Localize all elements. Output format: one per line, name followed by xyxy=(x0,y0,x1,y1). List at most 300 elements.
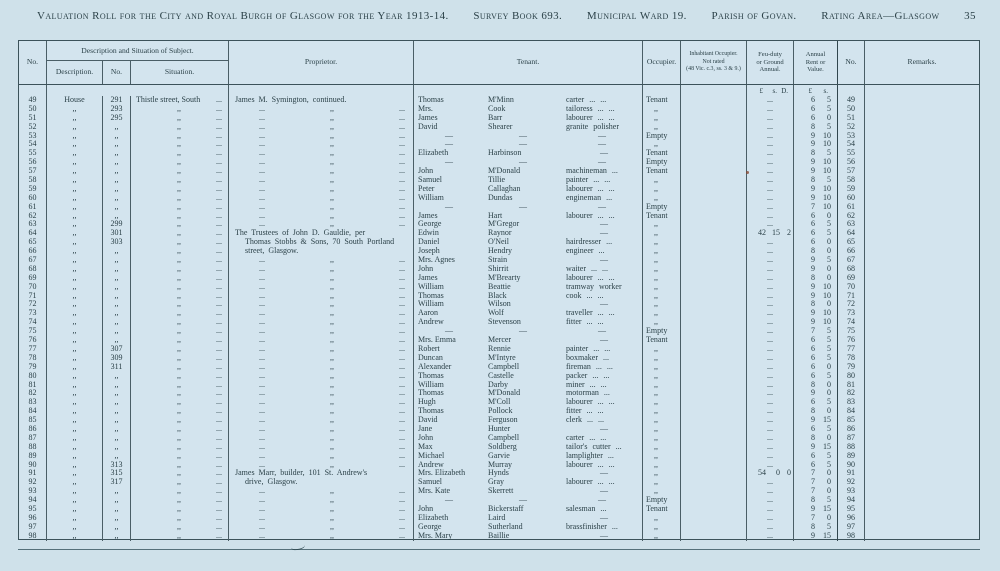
sit-dots: ... xyxy=(216,158,222,167)
group-header-label: Description and Situation of Subject. xyxy=(47,41,228,61)
sit-pad xyxy=(131,389,177,398)
cell-row-no: 55 xyxy=(19,149,47,158)
sit-pad xyxy=(131,229,177,238)
cell-tenant xyxy=(414,149,643,158)
cell-feu-duty xyxy=(747,318,794,327)
cell-annual-rent xyxy=(794,132,838,141)
cell-tenant xyxy=(414,194,643,203)
ditto-mark: ,, xyxy=(330,104,334,113)
cell-occupier: ,, xyxy=(643,478,681,487)
ditto-mark: ,, xyxy=(330,131,334,140)
cell-street-no: 293 xyxy=(103,105,131,114)
feu-dots: ... xyxy=(767,478,773,487)
sit-ditto: ,, xyxy=(177,256,181,265)
cell-street-no: ,, xyxy=(103,381,131,390)
proprietor-ditto xyxy=(229,318,413,327)
cell-inhabitant-occupier xyxy=(681,354,747,363)
ditto-mark: ,, xyxy=(330,256,334,265)
cell-feu-duty xyxy=(747,96,794,105)
proprietor-ditto xyxy=(229,345,413,354)
rent-pounds: 8 xyxy=(811,273,815,282)
feu-dots: ... xyxy=(767,176,773,185)
cell-row-no-right: 93 xyxy=(838,487,865,496)
cell-occupier: ,, xyxy=(643,381,681,390)
cell-tenant xyxy=(414,398,643,407)
cell-remarks xyxy=(865,300,979,309)
feu-dots: ... xyxy=(767,104,773,113)
table-row xyxy=(19,185,979,194)
cell-inhabitant-occupier xyxy=(681,372,747,381)
sit-ditto: ,, xyxy=(177,522,181,531)
tenant-occupation: engineman ... xyxy=(566,193,613,202)
cell-street-no: ,, xyxy=(103,318,131,327)
proprietor-ditto xyxy=(229,389,413,398)
cell-row-no-right: 80 xyxy=(838,372,865,381)
dots-right: ... xyxy=(399,291,405,300)
table-row xyxy=(19,461,979,470)
cell-street-no: 315 xyxy=(103,469,131,478)
sit-dots: ... xyxy=(216,327,222,336)
cell-occupier: ,, xyxy=(643,461,681,470)
ditto-mark: ,, xyxy=(330,300,334,309)
cell-row-no-right: 58 xyxy=(838,176,865,185)
tenant-forename: Thomas xyxy=(418,291,444,300)
ditto-mark: ,, xyxy=(330,273,334,282)
tenant-occupation: clerk ... ... xyxy=(566,416,604,425)
sit-ditto: ,, xyxy=(177,176,181,185)
cell-proprietor xyxy=(229,363,414,372)
cell-occupier: ,, xyxy=(643,416,681,425)
cell-inhabitant-occupier xyxy=(681,309,747,318)
cell-feu-duty xyxy=(747,363,794,372)
cell-situation xyxy=(131,532,229,541)
sit-ditto: ,, xyxy=(177,318,181,327)
dots-right: ... xyxy=(399,531,405,540)
tenant-forename: James xyxy=(418,211,438,220)
table-row xyxy=(19,220,979,229)
tenant-forename: Joseph xyxy=(418,247,440,256)
table-header xyxy=(19,41,979,85)
tenant-occupation: — xyxy=(600,220,608,229)
cell-feu-duty xyxy=(747,469,794,478)
tenant-surname: Murray xyxy=(488,460,512,469)
cell-street-no: 313 xyxy=(103,461,131,470)
cell-proprietor xyxy=(229,354,414,363)
rent-pounds: 8 xyxy=(811,380,815,389)
cell-row-no: 54 xyxy=(19,140,47,149)
cell-annual-rent xyxy=(794,469,838,478)
sit-pad xyxy=(131,123,177,132)
dots-right: ... xyxy=(399,371,405,380)
feu-dots: ... xyxy=(767,371,773,380)
table-row xyxy=(19,469,979,478)
dots-right: ... xyxy=(399,282,405,291)
cell-annual-rent xyxy=(794,158,838,167)
tenant-surname: — xyxy=(519,158,527,167)
sit-ditto: ,, xyxy=(177,460,181,469)
proprietor-ditto xyxy=(229,105,413,114)
rent-shillings: 5 xyxy=(827,327,831,336)
table-row xyxy=(19,114,979,123)
dots-right: ... xyxy=(399,416,405,425)
feu-dots: ... xyxy=(767,442,773,451)
cell-proprietor xyxy=(229,487,414,496)
dots-right: ... xyxy=(399,202,405,211)
cell-remarks xyxy=(865,247,979,256)
feu-units: £ s. D. xyxy=(747,85,794,96)
cell-description: ,, xyxy=(47,416,103,425)
col-header-street-no: No. xyxy=(103,61,131,84)
rent-pounds: 9 xyxy=(811,131,815,140)
tenant-occupation: waiter ... ... xyxy=(566,264,608,273)
feu-dots: ... xyxy=(767,264,773,273)
cell-row-no-right: 49 xyxy=(838,96,865,105)
cell-row-no: 83 xyxy=(19,398,47,407)
cell-situation xyxy=(131,496,229,505)
cell-row-no: 84 xyxy=(19,407,47,416)
dots-left: ... xyxy=(259,300,265,309)
cell-description: ,, xyxy=(47,363,103,372)
cell-street-no: ,, xyxy=(103,425,131,434)
cell-inhabitant-occupier xyxy=(681,256,747,265)
cell-street-no: 303 xyxy=(103,238,131,247)
cell-situation xyxy=(131,158,229,167)
feu-dots: ... xyxy=(767,211,773,220)
cell-feu-duty xyxy=(747,283,794,292)
tenant-surname: Sutherland xyxy=(488,522,523,531)
tenant-occupation: motorman ... xyxy=(566,389,610,398)
table-row xyxy=(19,478,979,487)
cell-feu-duty xyxy=(747,487,794,496)
dots-left: ... xyxy=(259,193,265,202)
tenant-forename: Elizabeth xyxy=(418,149,449,158)
rent-pounds: 9 xyxy=(811,167,815,176)
cell-description: ,, xyxy=(47,407,103,416)
dots-left: ... xyxy=(259,256,265,265)
tenant-surname: Garvie xyxy=(488,451,510,460)
sit-dots: ... xyxy=(216,220,222,229)
cell-row-no: 73 xyxy=(19,309,47,318)
ditto-mark: ,, xyxy=(330,184,334,193)
dots-right: ... xyxy=(399,184,405,193)
cell-remarks xyxy=(865,505,979,514)
cell-description: ,, xyxy=(47,496,103,505)
cell-situation xyxy=(131,327,229,336)
cell-inhabitant-occupier xyxy=(681,443,747,452)
rent-shillings: 10 xyxy=(823,291,831,300)
cell-annual-rent xyxy=(794,434,838,443)
rent-pounds: 9 xyxy=(811,256,815,265)
ditto-mark: ,, xyxy=(330,193,334,202)
feu-dots: ... xyxy=(767,282,773,291)
tenant-surname: Stevenson xyxy=(488,318,521,327)
cell-annual-rent xyxy=(794,212,838,221)
ditto-mark: ,, xyxy=(330,460,334,469)
cell-remarks xyxy=(865,496,979,505)
cell-situation xyxy=(131,265,229,274)
cell-feu-duty xyxy=(747,309,794,318)
masthead-survey-book: Survey Book 693. xyxy=(473,10,563,22)
rent-shillings: 5 xyxy=(827,176,831,185)
cell-row-no-right: 57 xyxy=(838,167,865,176)
feu-dots: ... xyxy=(767,344,773,353)
cell-proprietor xyxy=(229,149,414,158)
dots-right: ... xyxy=(399,353,405,362)
dots-right: ... xyxy=(399,389,405,398)
sit-pad xyxy=(131,443,177,452)
tenant-forename: — xyxy=(445,327,453,336)
proprietor-ditto xyxy=(229,123,413,132)
rent-pounds: 6 xyxy=(811,104,815,113)
sit-ditto: ,, xyxy=(177,140,181,149)
cell-row-no-right: 92 xyxy=(838,478,865,487)
tenant-occupation: labourer ... ... xyxy=(566,113,615,122)
cell-proprietor xyxy=(229,114,414,123)
cell-street-no: ,, xyxy=(103,487,131,496)
cell-annual-rent xyxy=(794,523,838,532)
cell-annual-rent xyxy=(794,363,838,372)
cell-remarks xyxy=(865,238,979,247)
cell-annual-rent xyxy=(794,327,838,336)
cell-row-no: 63 xyxy=(19,220,47,229)
proprietor-ditto xyxy=(229,185,413,194)
tenant-occupation: tailor's cutter ... xyxy=(566,442,622,451)
cell-feu-duty xyxy=(747,140,794,149)
table-row xyxy=(19,105,979,114)
sit-ditto: ,, xyxy=(177,504,181,513)
cell-row-no: 78 xyxy=(19,354,47,363)
dots-left: ... xyxy=(259,371,265,380)
cell-proprietor xyxy=(229,532,414,541)
tenant-occupation: carter ... ... xyxy=(566,96,607,104)
sit-dots: ... xyxy=(216,176,222,185)
proprietor-ditto xyxy=(229,265,413,274)
cell-proprietor xyxy=(229,203,414,212)
table-row xyxy=(19,532,979,541)
dots-left: ... xyxy=(259,220,265,229)
tenant-occupation: — xyxy=(598,202,606,211)
cell-row-no-right: 51 xyxy=(838,114,865,123)
tenant-surname: Darby xyxy=(488,380,508,389)
ditto-mark: ,, xyxy=(330,336,334,345)
cell-street-no: ,, xyxy=(103,514,131,523)
sit-ditto: ,, xyxy=(177,211,181,220)
table-row xyxy=(19,496,979,505)
cell-description: ,, xyxy=(47,327,103,336)
masthead-parish: Parish of Govan. xyxy=(711,10,797,22)
cell-occupier: ,, xyxy=(643,514,681,523)
tenant-surname: Hart xyxy=(488,211,503,220)
cell-inhabitant-occupier xyxy=(681,292,747,301)
cell-row-no-right: 52 xyxy=(838,123,865,132)
sit-pad xyxy=(131,327,177,336)
tenant-forename: Max xyxy=(418,442,433,451)
sit-dots: ... xyxy=(216,238,222,247)
dots-left: ... xyxy=(259,362,265,371)
dots-left: ... xyxy=(259,211,265,220)
cell-annual-rent xyxy=(794,478,838,487)
cell-row-no: 69 xyxy=(19,274,47,283)
rent-shillings: 10 xyxy=(823,202,831,211)
cell-row-no: 82 xyxy=(19,389,47,398)
cell-proprietor xyxy=(229,416,414,425)
cell-row-no-right: 53 xyxy=(838,132,865,141)
sit-ditto: ,, xyxy=(177,353,181,362)
cell-annual-rent xyxy=(794,194,838,203)
feu-dots: ... xyxy=(767,256,773,265)
tenant-occupation: lamplighter ... xyxy=(566,451,614,460)
tenant-occupation: — xyxy=(600,424,608,433)
tenant-occupation: engineer ... xyxy=(566,247,605,256)
cell-row-no: 72 xyxy=(19,300,47,309)
rent-shillings: 15 xyxy=(823,504,831,513)
rent-shillings: 5 xyxy=(827,424,831,433)
cell-row-no: 92 xyxy=(19,478,47,487)
rent-pounds: 7 xyxy=(811,202,815,211)
cell-occupier: Tenant xyxy=(643,149,681,158)
feu-dots: ... xyxy=(767,416,773,425)
rent-pounds: 7 xyxy=(811,478,815,487)
cell-description: ,, xyxy=(47,158,103,167)
cell-row-no-right: 77 xyxy=(838,345,865,354)
table-row xyxy=(19,256,979,265)
cell-inhabitant-occupier xyxy=(681,469,747,478)
rent-shillings: 5 xyxy=(827,371,831,380)
tenant-forename: Andrew xyxy=(418,460,444,469)
dots-right: ... xyxy=(399,300,405,309)
sit-dots: ... xyxy=(216,478,222,487)
table-row xyxy=(19,434,979,443)
cell-description: ,, xyxy=(47,265,103,274)
cell-row-no-right: 50 xyxy=(838,105,865,114)
sit-ditto: ,, xyxy=(177,433,181,442)
cell-occupier: ,, xyxy=(643,532,681,541)
tenant-occupation: boxmaker ... xyxy=(566,353,609,362)
cell-annual-rent xyxy=(794,140,838,149)
sit-dots: ... xyxy=(216,140,222,149)
cell-description: ,, xyxy=(47,469,103,478)
cell-feu-duty xyxy=(747,149,794,158)
sit-dots: ... xyxy=(216,371,222,380)
cell-situation xyxy=(131,229,229,238)
cell-tenant xyxy=(414,345,643,354)
feu-dots: ... xyxy=(767,309,773,318)
cell-occupier: ,, xyxy=(643,176,681,185)
cell-occupier: Empty xyxy=(643,132,681,141)
feu-dots: ... xyxy=(767,193,773,202)
tenant-occupation: salesman ... xyxy=(566,504,607,513)
rent-shillings: 0 xyxy=(827,113,831,122)
cell-row-no: 50 xyxy=(19,105,47,114)
tenant-surname: Shearer xyxy=(488,122,513,131)
cell-occupier: ,, xyxy=(643,140,681,149)
tenant-surname: — xyxy=(519,202,527,211)
ditto-mark: ,, xyxy=(330,522,334,531)
tenant-forename: Alexander xyxy=(418,362,452,371)
cell-tenant xyxy=(414,265,643,274)
proprietor-text: drive, Glasgow. xyxy=(245,478,298,487)
feu-dots: ... xyxy=(767,140,773,149)
sit-ditto: ,, xyxy=(177,247,181,256)
proprietor-ditto xyxy=(229,487,413,496)
sit-pad xyxy=(131,407,177,416)
cell-inhabitant-occupier xyxy=(681,478,747,487)
ditto-mark: ,, xyxy=(330,371,334,380)
dots-right: ... xyxy=(399,460,405,469)
cell-tenant xyxy=(414,354,643,363)
rent-shillings: 0 xyxy=(827,211,831,220)
sit-ditto: ,, xyxy=(177,380,181,389)
dots-left: ... xyxy=(259,140,265,149)
cell-situation xyxy=(131,363,229,372)
cell-inhabitant-occupier xyxy=(681,283,747,292)
feu-dots: ... xyxy=(767,113,773,122)
table-row xyxy=(19,389,979,398)
cell-inhabitant-occupier xyxy=(681,345,747,354)
sit-dots: ... xyxy=(216,531,222,540)
cell-description: ,, xyxy=(47,292,103,301)
cell-description: ,, xyxy=(47,425,103,434)
tenant-surname: M'Coll xyxy=(488,398,511,407)
cell-tenant xyxy=(414,238,643,247)
proprietor-ditto xyxy=(229,309,413,318)
tenant-forename: William xyxy=(418,380,444,389)
cell-occupier: Tenant xyxy=(643,212,681,221)
feu-dots: ... xyxy=(767,451,773,460)
table-row xyxy=(19,292,979,301)
cell-row-no-right: 68 xyxy=(838,265,865,274)
tenant-occupation: packer ... ... xyxy=(566,371,610,380)
cell-occupier: ,, xyxy=(643,105,681,114)
dots-right: ... xyxy=(399,273,405,282)
col-header-annual-rent: Annual Rent or Value. xyxy=(794,41,838,84)
tenant-forename: Samuel xyxy=(418,478,442,487)
proprietor-ditto xyxy=(229,452,413,461)
cell-occupier: ,, xyxy=(643,523,681,532)
cell-row-no: 95 xyxy=(19,505,47,514)
dots-left: ... xyxy=(259,149,265,158)
feu-dots: ... xyxy=(767,353,773,362)
ditto-mark: ,, xyxy=(330,424,334,433)
sit-pad xyxy=(131,514,177,523)
cell-row-no-right: 55 xyxy=(838,149,865,158)
cell-row-no: 56 xyxy=(19,158,47,167)
dots-right: ... xyxy=(399,522,405,531)
table-row xyxy=(19,452,979,461)
proprietor-ditto xyxy=(229,176,413,185)
sit-dots: ... xyxy=(216,407,222,416)
dots-right: ... xyxy=(399,122,405,131)
sit-ditto: ,, xyxy=(177,327,181,336)
ink-dot xyxy=(746,171,749,174)
dots-left: ... xyxy=(259,273,265,282)
cell-situation xyxy=(131,123,229,132)
dots-left: ... xyxy=(259,131,265,140)
cell-feu-duty xyxy=(747,372,794,381)
ditto-mark: ,, xyxy=(330,140,334,149)
cell-situation xyxy=(131,247,229,256)
money-units-row xyxy=(19,85,979,96)
rent-shillings: 10 xyxy=(823,318,831,327)
cell-proprietor xyxy=(229,220,414,229)
cell-street-no: ,, xyxy=(103,300,131,309)
sit-dots: ... xyxy=(216,513,222,522)
tenant-surname: Hynds xyxy=(488,469,509,478)
cell-proprietor xyxy=(229,256,414,265)
tenant-forename: William xyxy=(418,282,444,291)
cell-situation xyxy=(131,185,229,194)
tenant-forename: Robert xyxy=(418,344,440,353)
